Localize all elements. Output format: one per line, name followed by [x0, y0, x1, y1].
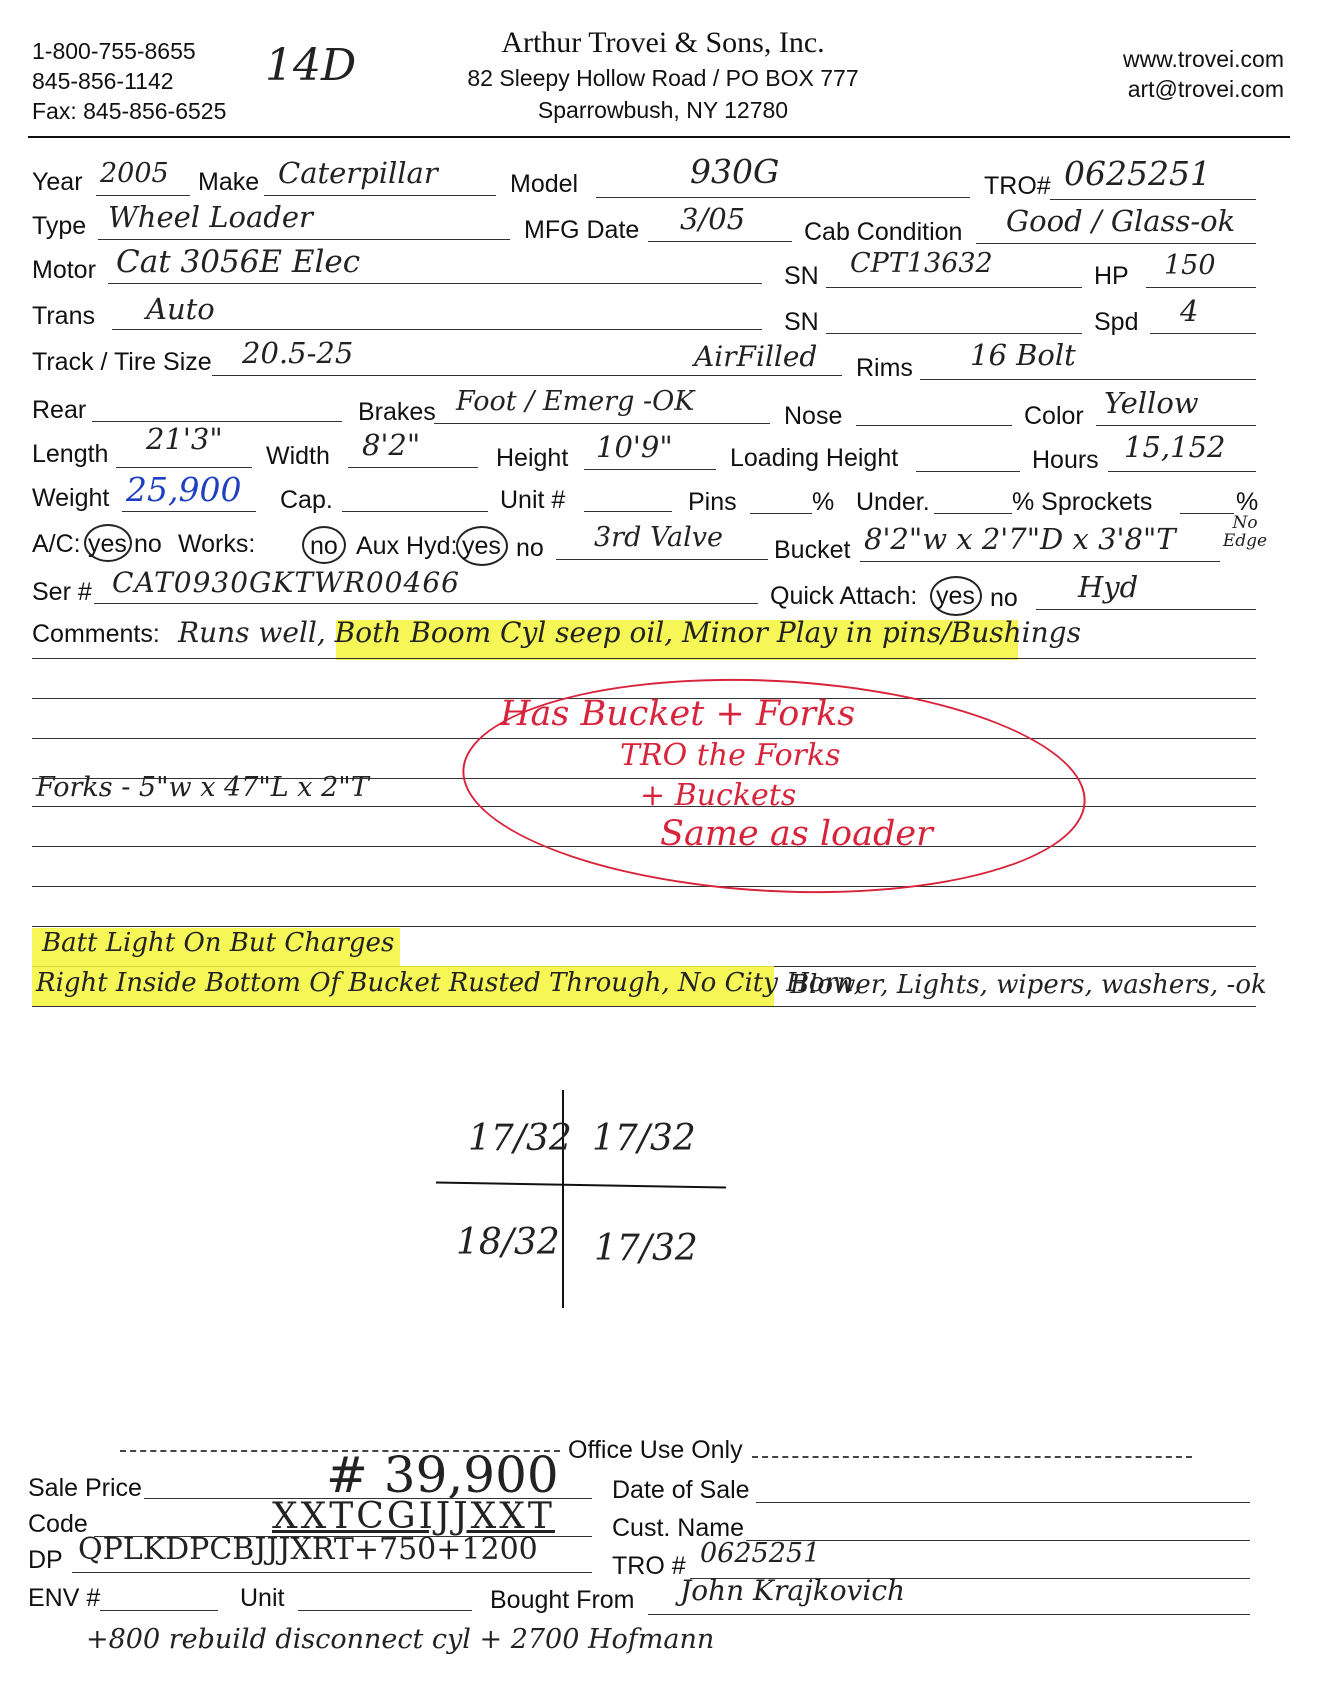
dp-value: QPLKDPCBJJJXRT+750+1200	[78, 1532, 538, 1567]
cab-condition-value: Good / Glass-ok	[1006, 204, 1236, 238]
bucket-note-value: No Edge	[1222, 513, 1268, 551]
office-use-title: Office Use Only	[568, 1436, 743, 1464]
color-underline	[1096, 425, 1256, 426]
mfg-date-value: 3/05	[680, 202, 746, 236]
bought-from-value: John Krajkovich	[680, 1574, 906, 1607]
motor-sn-label: SN	[784, 262, 819, 290]
rims-underline	[920, 379, 1256, 380]
height-label: Height	[496, 444, 569, 472]
cap-underline	[342, 511, 488, 512]
unit-no-underline	[584, 511, 672, 512]
length-underline	[116, 467, 252, 468]
motor-label: Motor	[32, 256, 96, 284]
ac-yes-option[interactable]: yes	[88, 530, 127, 558]
unit-underline	[298, 1610, 472, 1611]
code-label: Code	[28, 1510, 88, 1538]
date-of-sale-underline	[756, 1502, 1250, 1503]
spd-value: 4	[1180, 294, 1199, 328]
tire-size-underline	[212, 375, 842, 376]
phone-1: 1-800-755-8655	[32, 38, 196, 64]
comment-rule-8	[32, 926, 1256, 927]
forks-dimensions: Forks - 5"w x 47"L x 2"T	[36, 772, 369, 803]
email-link[interactable]: art@trovei.com	[1127, 76, 1284, 102]
brakes-underline	[434, 423, 770, 424]
footer-note: +800 rebuild disconnect cyl + 2700 Hofmann	[86, 1624, 715, 1655]
code-value: XXTCGIJJXXT	[272, 1496, 555, 1537]
width-label: Width	[266, 442, 330, 470]
quick-attach-no-option[interactable]: no	[990, 584, 1018, 612]
type-label: Type	[32, 212, 87, 240]
comment-rule-7	[32, 886, 1256, 887]
sale-price-value: # 39,900	[326, 1446, 559, 1504]
aux-hyd-yes-option[interactable]: yes	[462, 532, 501, 560]
red-note-line-1: Has Bucket + Forks	[500, 694, 856, 734]
tro-value: 0625251	[1064, 154, 1211, 193]
length-value: 21'3"	[146, 422, 223, 456]
aux-hyd-extra-value: 3rd Valve	[594, 522, 723, 553]
quick-attach-underline	[1036, 609, 1256, 610]
width-underline	[348, 467, 478, 468]
comment-rule-10	[32, 1006, 1256, 1007]
model-label: Model	[510, 170, 579, 198]
comment-line-1: Runs well, Both Boom Cyl seep oil, Minor Play in pins/Bushings	[178, 616, 1081, 649]
weight-label: Weight	[32, 484, 110, 512]
env-label: ENV #	[28, 1584, 101, 1612]
bucket-label: Bucket	[774, 536, 851, 564]
type-value: Wheel Loader	[108, 200, 313, 234]
color-label: Color	[1024, 402, 1084, 430]
unit-label: Unit	[240, 1584, 285, 1612]
spd-underline	[1150, 333, 1256, 334]
date-of-sale-label: Date of Sale	[612, 1476, 750, 1504]
make-label: Make	[198, 168, 260, 196]
type-underline	[98, 239, 510, 240]
under-label: Under.	[856, 488, 930, 516]
aux-hyd-no-option[interactable]: no	[516, 534, 544, 562]
weight-underline	[122, 511, 256, 512]
tire-note-value: AirFilled	[694, 340, 818, 373]
length-label: Length	[32, 440, 109, 468]
aux-hyd-label: Aux Hyd:	[356, 532, 458, 560]
office-dash-right	[752, 1456, 1192, 1458]
dp-label: DP	[28, 1546, 63, 1574]
make-underline	[264, 195, 496, 196]
hours-label: Hours	[1032, 446, 1099, 474]
tire-front-right: 17/32	[592, 1118, 696, 1159]
cust-name-underline	[746, 1540, 1250, 1541]
model-value: 930G	[690, 152, 780, 191]
color-value: Yellow	[1104, 386, 1199, 420]
under-underline	[934, 513, 1012, 514]
header-contact	[1123, 44, 1284, 104]
company-name: Arthur Trovei & Sons, Inc.	[501, 26, 825, 59]
weight-value: 25,900	[126, 470, 242, 509]
ac-no-option[interactable]: no	[134, 530, 162, 558]
red-note-line-3: + Buckets	[640, 778, 797, 813]
rims-label: Rims	[856, 354, 913, 382]
bucket-value: 8'2"w x 2'7"D x 3'8"T	[864, 522, 1176, 556]
rear-label: Rear	[32, 396, 87, 424]
batt-comment: Batt Light On But Charges	[42, 928, 395, 958]
bucket-underline	[860, 561, 1220, 562]
trans-sn-label: SN	[784, 308, 819, 336]
company-address-2: Sparrowbush, NY 12780	[537, 97, 789, 123]
tro-underline	[1050, 199, 1256, 200]
unit-no-label: Unit #	[500, 486, 566, 514]
dp-underline	[72, 1572, 592, 1573]
hp-label: HP	[1094, 262, 1129, 290]
tire-rear-right: 17/32	[594, 1228, 698, 1269]
office-tro-label: TRO #	[612, 1552, 686, 1580]
cust-name-label: Cust. Name	[612, 1514, 744, 1542]
bought-from-underline	[648, 1614, 1250, 1615]
trans-value: Auto	[146, 292, 215, 326]
ser-value: CAT0930GKTWR00466	[112, 566, 460, 599]
brakes-label: Brakes	[358, 398, 436, 426]
office-tro-value: 0625251	[700, 1538, 821, 1569]
loading-height-underline	[916, 471, 1020, 472]
loading-height-label: Loading Height	[730, 444, 899, 472]
ac-label: A/C:	[32, 530, 81, 558]
header-divider	[28, 136, 1290, 138]
sprockets-pct: %	[1236, 488, 1259, 516]
tire-front-left: 17/32	[468, 1118, 572, 1159]
nose-underline	[856, 425, 1012, 426]
website-link[interactable]: www.trovei.com	[1122, 46, 1284, 72]
mfg-date-underline	[648, 241, 792, 242]
cab-condition-label: Cab Condition	[804, 218, 963, 246]
rims-value: 16 Bolt	[970, 338, 1076, 372]
hours-underline	[1108, 471, 1256, 472]
year-label: Year	[32, 168, 83, 196]
handwritten-mark: 14D	[265, 40, 357, 91]
sprockets-label: % Sprockets	[1012, 488, 1153, 516]
motor-underline	[108, 283, 762, 284]
spd-label: Spd	[1094, 308, 1139, 336]
fax-number: Fax: 845-856-6525	[32, 98, 227, 124]
width-value: 8'2"	[362, 428, 421, 462]
make-value: Caterpillar	[278, 156, 438, 190]
sale-price-label: Sale Price	[28, 1474, 142, 1502]
phone-2: 845-856-1142	[32, 68, 174, 94]
works-no-option[interactable]: no	[310, 532, 338, 560]
motor-sn-underline	[826, 287, 1082, 288]
cab-condition-underline	[976, 243, 1256, 244]
ser-label: Ser #	[32, 578, 92, 606]
model-underline	[596, 197, 970, 198]
hp-value: 150	[1164, 250, 1216, 281]
year-underline	[96, 195, 190, 196]
comments-label: Comments:	[32, 620, 160, 648]
company-address-1: 82 Sleepy Hollow Road / PO BOX 777	[467, 65, 859, 91]
cap-label: Cap.	[280, 486, 333, 514]
red-note-line-4: Same as loader	[660, 814, 933, 854]
comment-rule-1	[32, 658, 1256, 659]
quick-attach-yes-option[interactable]: yes	[936, 582, 975, 610]
pins-underline	[750, 513, 812, 514]
quick-attach-type-value: Hyd	[1078, 570, 1139, 604]
mfg-date-label: MFG Date	[524, 216, 640, 244]
trans-sn-underline	[826, 333, 1082, 334]
nose-label: Nose	[784, 402, 843, 430]
env-underline	[100, 1610, 218, 1611]
motor-value: Cat 3056E Elec	[116, 244, 361, 280]
tire-size-label: Track / Tire Size	[32, 348, 212, 376]
brakes-value: Foot / Emerg -OK	[456, 386, 695, 417]
works-label: Works:	[178, 530, 256, 558]
last-comment-b: Blower, Lights, wipers, washers, -ok	[790, 970, 1267, 1000]
last-comment-a: Right Inside Bottom Of Bucket Rusted Through, No City Horn,	[36, 968, 862, 998]
year-value: 2005	[100, 158, 169, 189]
bought-from-label: Bought From	[490, 1586, 635, 1614]
height-value: 10'9"	[596, 430, 673, 464]
pins-pct: %	[812, 488, 835, 516]
tire-grid-horizontal	[436, 1181, 726, 1188]
ser-underline	[94, 603, 758, 604]
hours-value: 15,152	[1124, 430, 1226, 464]
quick-attach-label: Quick Attach:	[770, 582, 918, 610]
motor-sn-value: CPT13632	[850, 248, 993, 279]
aux-hyd-underline	[556, 559, 768, 560]
tire-rear-left: 18/32	[456, 1222, 560, 1263]
trans-label: Trans	[32, 302, 95, 330]
hp-underline	[1146, 287, 1256, 288]
tire-size-value: 20.5-25	[242, 336, 354, 370]
pins-label: Pins	[688, 488, 737, 516]
height-underline	[584, 469, 716, 470]
tro-label: TRO#	[984, 172, 1051, 200]
trans-underline	[112, 329, 762, 330]
red-note-line-2: TRO the Forks	[620, 738, 841, 773]
